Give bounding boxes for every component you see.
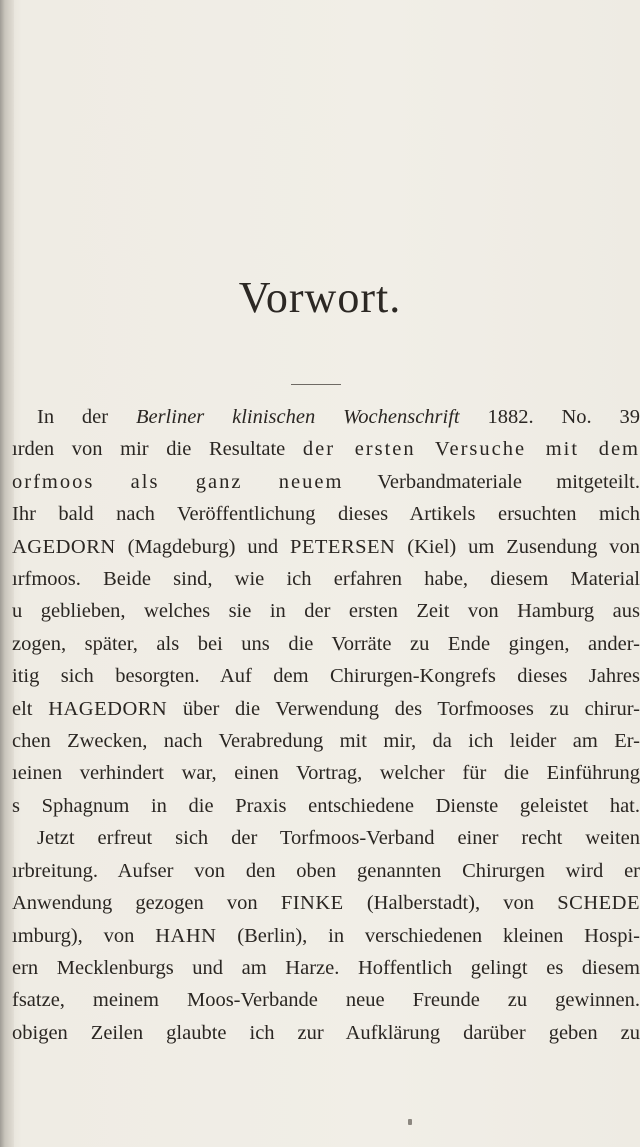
text-line: fsatze, meinem Moos-Verbande neue Freunde zu gewinnen. <box>12 989 640 1012</box>
text-line: ımburg), von HAHN (Berlin), in verschiedenen kleinen Hospi- <box>12 924 640 947</box>
ink-speck <box>408 1119 412 1125</box>
text-line: ırfmoos. Beide sind, wie ich erfahren habe, diesem Material <box>12 568 640 591</box>
text-line: zogen, später, als bei uns die Vorräte zu Ende gingen, ander- <box>12 632 640 655</box>
text-line: chen Zwecken, nach Verabredung mit mir, da ich leider am Er- <box>12 730 640 753</box>
text-line: AGEDORN (Magdeburg) und PETERSEN (Kiel) um Zusendung von <box>12 535 640 558</box>
text-line: In der Berliner klinischen Wochenschrift 1882. No. 39 <box>37 406 640 428</box>
emphasized-text: der ersten Versuche mit dem <box>302 438 640 461</box>
author-name: HAGEDORN <box>48 697 168 720</box>
text-line: ırden von mir die Resultate der ersten Versuche mit dem <box>12 438 640 461</box>
page-title: Vorwort. <box>238 273 402 322</box>
text-line: s Sphagnum in die Praxis entschiedene Dienste geleistet hat. <box>12 794 640 817</box>
text-line: obigen Zeilen glaubte ich zur Aufklärung darüber geben zu <box>12 1021 640 1044</box>
author-name: SCHEDE <box>557 892 640 915</box>
text-line: u geblieben, welches sie in der ersten Zeit von Hamburg aus <box>12 600 640 623</box>
body-text <box>0 401 640 1049</box>
text-line: ern Mecklenburgs und am Harze. Hoffentlich gelingt es diesem <box>12 956 640 979</box>
text-line: itig sich besorgten. Auf dem Chirurgen-Kongrefs dieses Jahres <box>12 665 640 688</box>
author-name: HAHN <box>155 924 217 947</box>
author-name: FINKE <box>280 892 344 915</box>
text-line: orfmoos als ganz neuem Verbandmateriale mitgeteilt. <box>12 470 640 493</box>
text-line: ırbreitung. Aufser von den oben genannten Chirurgen wird er <box>12 859 640 882</box>
emphasized-text: orfmoos als ganz neuem <box>12 470 344 493</box>
text-line: Anwendung gezogen von FINKE (Halberstadt), von SCHEDE <box>12 892 640 915</box>
text-line: Ihr bald nach Veröffentlichung dieses Artikels ersuchten mich <box>12 503 640 526</box>
journal-name: Berliner klinischen Wochenschrift <box>135 406 460 428</box>
text-line: ıeinen verhindert war, einen Vortrag, welcher für die Einführung <box>12 762 640 785</box>
author-name: AGEDORN <box>12 535 116 558</box>
title-rule <box>291 384 341 385</box>
text-line: elt HAGEDORN über die Verwendung des Torfmooses zu chirur- <box>12 697 640 720</box>
text-line: Jetzt erfreut sich der Torfmoos-Verband einer recht weiten <box>37 827 640 850</box>
author-name: PETERSEN <box>289 535 396 558</box>
